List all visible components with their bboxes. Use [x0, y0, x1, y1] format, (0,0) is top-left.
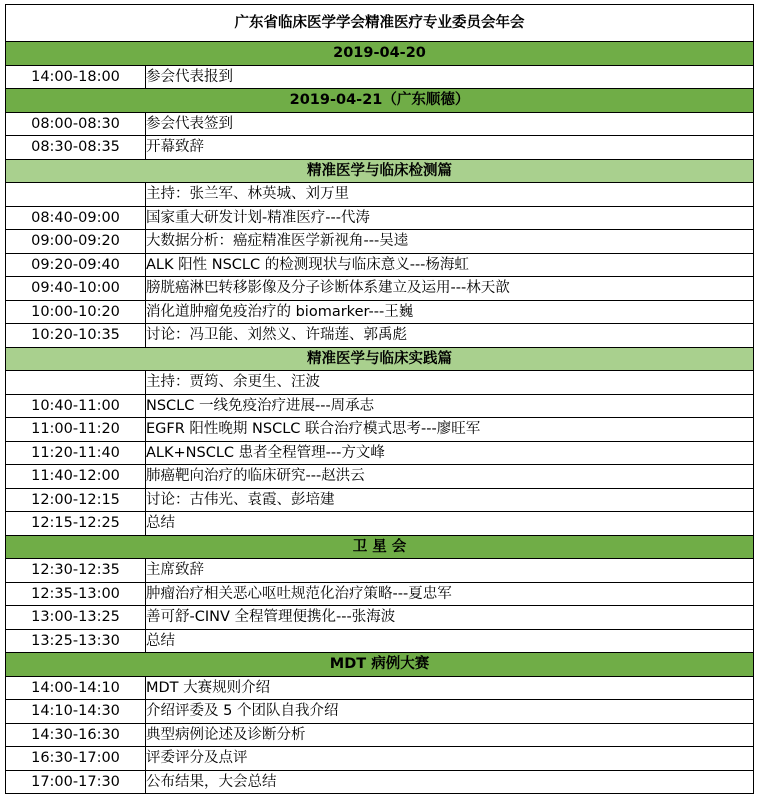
section-header: 2019-04-21（广东顺德） — [6, 89, 754, 113]
time-cell: 17:00-17:30 — [6, 770, 146, 794]
agenda-item-cell: 消化道肿瘤免疫治疗的 biomarker---王巍 — [146, 300, 754, 324]
agenda-item-cell: 介绍评委及 5 个团队自我介绍 — [146, 700, 754, 724]
table-row — [6, 230, 754, 254]
table-row — [6, 512, 754, 536]
time-cell: 10:20-10:35 — [6, 324, 146, 348]
agenda-item-cell: EGFR 阳性晚期 NSCLC 联合治疗模式思考---廖旺军 — [146, 418, 754, 442]
time-cell — [6, 371, 146, 395]
agenda-item-cell: 总结 — [146, 512, 754, 536]
time-cell: 10:00-10:20 — [6, 300, 146, 324]
time-cell: 14:10-14:30 — [6, 700, 146, 724]
time-cell: 11:40-12:00 — [6, 465, 146, 489]
table-row — [6, 559, 754, 583]
section-header: MDT 病例大赛 — [6, 653, 754, 677]
table-row — [6, 770, 754, 794]
agenda-item-cell: 讨论：古伟光、袁霞、彭培建 — [146, 488, 754, 512]
table-row — [6, 723, 754, 747]
agenda-item-cell: 大数据分析：癌症精准医学新视角---吴逵 — [146, 230, 754, 254]
section-header-row — [6, 535, 754, 559]
table-row — [6, 112, 754, 136]
agenda-item-cell: 主席致辞 — [146, 559, 754, 583]
agenda-item-cell: 善可舒-CINV 全程管理便携化---张海波 — [146, 606, 754, 630]
section-header-row — [6, 89, 754, 113]
table-row — [6, 65, 754, 89]
time-cell: 11:00-11:20 — [6, 418, 146, 442]
time-cell: 09:40-10:00 — [6, 277, 146, 301]
agenda-item-cell: 评委评分及点评 — [146, 747, 754, 771]
time-cell: 14:00-18:00 — [6, 65, 146, 89]
table-row — [6, 206, 754, 230]
time-cell: 12:30-12:35 — [6, 559, 146, 583]
agenda-item-cell: ALK 阳性 NSCLC 的检测现状与临床意义---杨海虹 — [146, 253, 754, 277]
agenda-item-cell: 公布结果，大会总结 — [146, 770, 754, 794]
table-row — [6, 371, 754, 395]
section-header: 2019-04-20 — [6, 42, 754, 66]
section-header-row — [6, 159, 754, 183]
time-cell: 10:40-11:00 — [6, 394, 146, 418]
table-row — [6, 629, 754, 653]
table-row — [6, 324, 754, 348]
agenda-item-cell: 开幕致辞 — [146, 136, 754, 160]
time-cell: 13:00-13:25 — [6, 606, 146, 630]
table-row — [6, 676, 754, 700]
table-row — [6, 277, 754, 301]
time-cell: 08:40-09:00 — [6, 206, 146, 230]
table-row — [6, 418, 754, 442]
table-row — [6, 253, 754, 277]
table-row — [6, 136, 754, 160]
table-row — [6, 606, 754, 630]
table-row — [6, 300, 754, 324]
agenda-item-cell: 主持：贾筠、余更生、汪波 — [146, 371, 754, 395]
title-row — [6, 5, 754, 42]
agenda-item-cell: 肿瘤治疗相关恶心呕吐规范化治疗策略---夏忠军 — [146, 582, 754, 606]
time-cell: 14:00-14:10 — [6, 676, 146, 700]
table-row — [6, 488, 754, 512]
agenda-item-cell: 参会代表报到 — [146, 65, 754, 89]
section-header-row — [6, 347, 754, 371]
time-cell: 14:30-16:30 — [6, 723, 146, 747]
agenda-item-cell: 参会代表签到 — [146, 112, 754, 136]
table-row — [6, 394, 754, 418]
agenda-item-cell: 讨论：冯卫能、刘然义、许瑞莲、郭禹彪 — [146, 324, 754, 348]
agenda-item-cell: 主持：张兰军、林英城、刘万里 — [146, 183, 754, 207]
time-cell: 11:20-11:40 — [6, 441, 146, 465]
agenda-item-cell: ALK+NSCLC 患者全程管理---方文峰 — [146, 441, 754, 465]
time-cell: 09:20-09:40 — [6, 253, 146, 277]
table-row — [6, 700, 754, 724]
section-header-row — [6, 42, 754, 66]
agenda-item-cell: 肺癌靶向治疗的临床研究---赵洪云 — [146, 465, 754, 489]
schedule-table — [5, 4, 754, 794]
time-cell: 09:00-09:20 — [6, 230, 146, 254]
agenda-item-cell: NSCLC 一线免疫治疗进展---周承志 — [146, 394, 754, 418]
section-header: 精准医学与临床实践篇 — [6, 347, 754, 371]
time-cell: 12:35-13:00 — [6, 582, 146, 606]
time-cell: 08:00-08:30 — [6, 112, 146, 136]
table-row — [6, 747, 754, 771]
section-header-row — [6, 653, 754, 677]
agenda-item-cell: 膀胱癌淋巴转移影像及分子诊断体系建立及运用---林天歆 — [146, 277, 754, 301]
agenda-item-cell: 典型病例论述及诊断分析 — [146, 723, 754, 747]
table-row — [6, 441, 754, 465]
table-row — [6, 582, 754, 606]
agenda-item-cell: MDT 大赛规则介绍 — [146, 676, 754, 700]
table-row — [6, 465, 754, 489]
table-row — [6, 183, 754, 207]
time-cell: 13:25-13:30 — [6, 629, 146, 653]
agenda-item-cell: 总结 — [146, 629, 754, 653]
section-header: 卫 星 会 — [6, 535, 754, 559]
agenda-item-cell: 国家重大研发计划-精准医疗---代涛 — [146, 206, 754, 230]
section-header: 精准医学与临床检测篇 — [6, 159, 754, 183]
time-cell — [6, 183, 146, 207]
time-cell: 16:30-17:00 — [6, 747, 146, 771]
time-cell: 08:30-08:35 — [6, 136, 146, 160]
time-cell: 12:15-12:25 — [6, 512, 146, 536]
time-cell: 12:00-12:15 — [6, 488, 146, 512]
page-title: 广东省临床医学学会精准医疗专业委员会年会 — [6, 5, 754, 42]
